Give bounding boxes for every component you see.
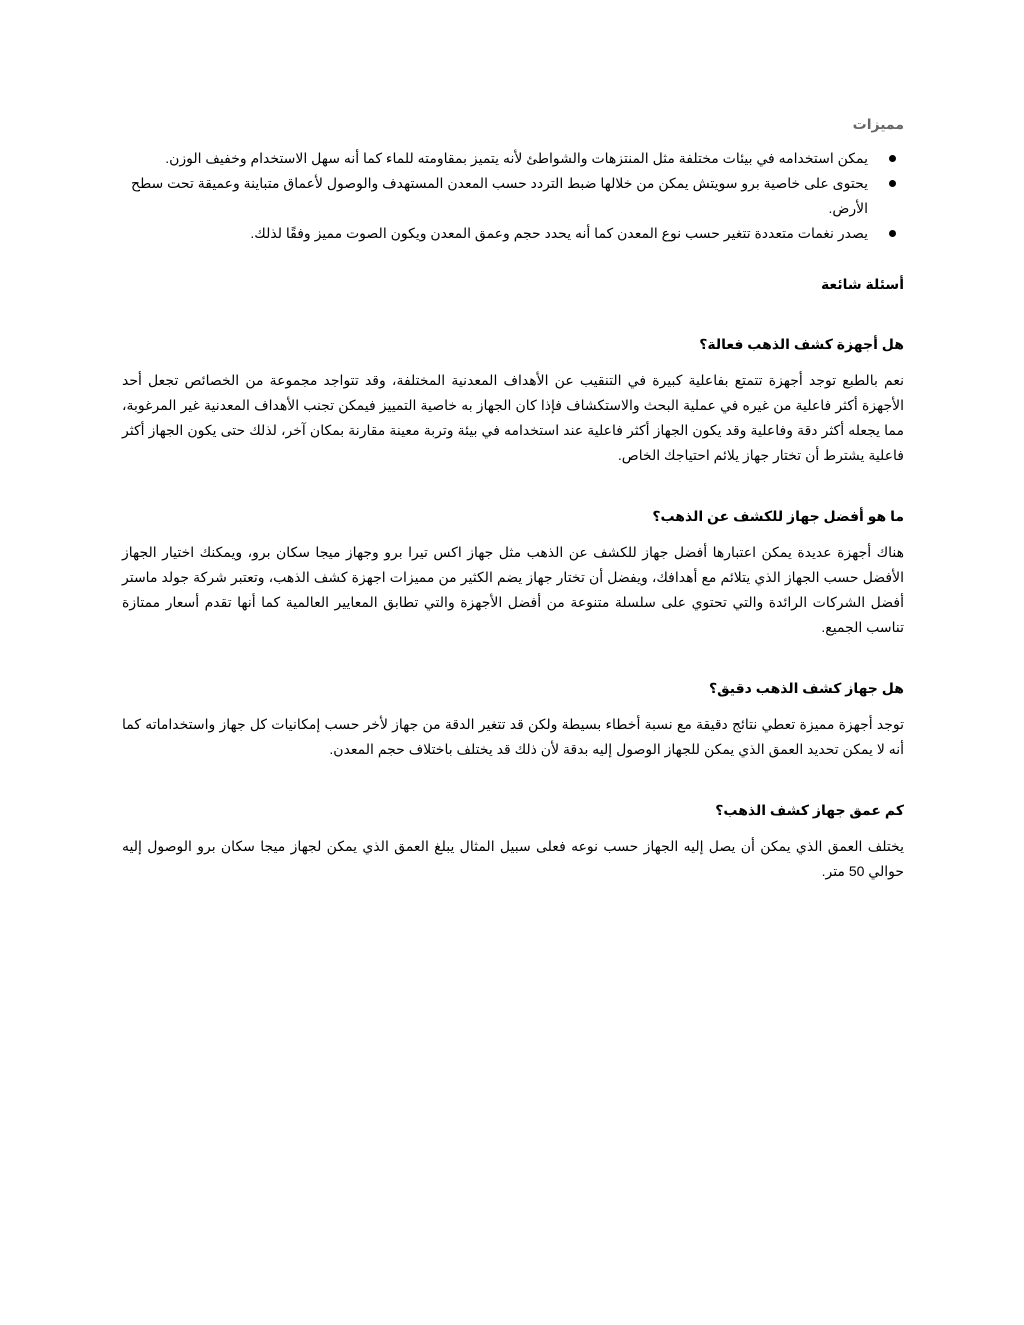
feature-text: يصدر نغمات متعددة تتغير حسب نوع المعدن كما أنه يحدد حجم وعمق المعدن ويكون الصوت مميز وفقًا لذلك. xyxy=(250,225,868,241)
bullet-icon xyxy=(889,230,896,237)
feature-text: يمكن استخدامه في بيئات مختلفة مثل المنتزهات والشواطئ لأنه يتميز بمقاومته للماء كما أنه سهل الاستخدام وخفيف الوزن. xyxy=(165,150,868,166)
list-item xyxy=(122,221,904,246)
document-page xyxy=(122,112,904,884)
faq-question: هل جهاز كشف الذهب دقيق؟ xyxy=(709,680,904,696)
feature-text: يحتوى على خاصية برو سويتش يمكن من خلالها ضبط التردد حسب المعدن المستهدف والوصول لأعماق متباينة وعميقة تحت سطح الأرض. xyxy=(131,175,868,216)
faq-question: ما هو أفضل جهاز للكشف عن الذهب؟ xyxy=(652,508,904,524)
features-list xyxy=(122,146,904,246)
list-item xyxy=(122,146,904,171)
faq-question: هل أجهزة كشف الذهب فعالة؟ xyxy=(699,336,904,352)
faq-answer: هناك أجهزة عديدة يمكن اعتبارها أفضل جهاز للكشف عن الذهب مثل جهاز اكس تيرا برو وجهاز ميجا سكان برو، ويمكنك اختيار الجهاز الأفضل حسب الجهاز الذي يتلائم مع أهدافك، ويفضل أن تختار جهاز يضم الكثير من مميزات اجهزة كشف الذهب، وتعتبر شركة جولد ماستر أفضل الشركات الرائدة والتي تحتوي على سلسلة متنوعة من أفضل الأجهزة والتي تطابق المعايير العالمية كما أنها تقدم أسعار ممتازة تناسب الجميع. xyxy=(122,544,904,635)
features-heading: مميزات xyxy=(852,116,904,132)
bullet-icon xyxy=(889,180,896,187)
list-item xyxy=(122,171,904,221)
faq-answer: توجد أجهزة مميزة تعطي نتائج دقيقة مع نسبة أخطاء بسيطة ولكن قد تتغير الدقة من جهاز لأخر حسب إمكانيات كل جهاز واستخداماته كما أنه لا يمكن تحديد العمق الذي يمكن للجهاز الوصول إليه بدقة لأن ذلك قد يختلف باختلاف حجم المعدن. xyxy=(122,716,904,757)
faq-answer: نعم بالطبع توجد أجهزة تتمتع بفاعلية كبيرة في التنقيب عن الأهداف المعدنية المختلفة، وقد تتواجد مجموعة من الخصائص تجعل أحد الأجهزة أكثر فاعلية من غيره في عملية البحث والاستكشاف فإذا كان الجهاز به خاصية التمييز فيمكن تجنب الأهداف المعدنية غير المرغوبة، مما يجعله أكثر دقة وفاعلية وقد يكون الجهاز أكثر فاعلية عند استخدامه في بيئة وتربة معينة مقارنة بمكان آخر، لذلك حتى يكون الجهاز أكثر فاعلية يشترط أن تختار جهاز يلائم احتياجك الخاص. xyxy=(122,372,904,463)
faq-question: كم عمق جهاز كشف الذهب؟ xyxy=(715,802,904,818)
faq-answer: يختلف العمق الذي يمكن أن يصل إليه الجهاز حسب نوعه فعلى سبيل المثال يبلغ العمق الذي يمكن لجهاز ميجا سكان برو الوصول إليه حوالي 50 متر. xyxy=(122,838,904,879)
faq-heading: أسئلة شائعة xyxy=(820,276,904,292)
bullet-icon xyxy=(889,155,896,162)
